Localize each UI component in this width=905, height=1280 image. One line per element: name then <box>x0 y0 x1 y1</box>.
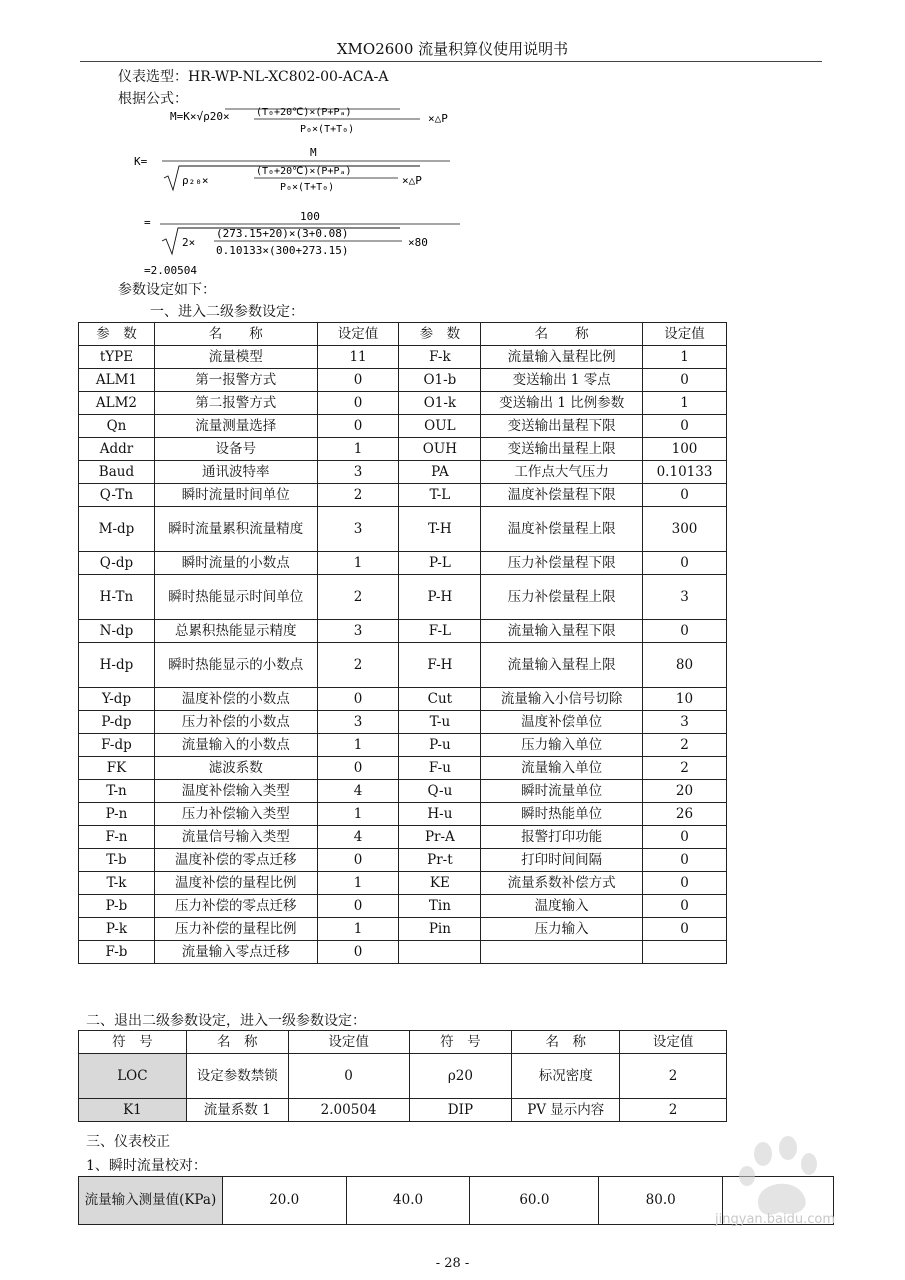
param-name: 变送输出量程下限 <box>481 415 643 438</box>
formula-eq-sign: = <box>144 216 151 229</box>
param-value: 0 <box>317 895 399 918</box>
param-value: 0 <box>643 552 727 575</box>
page-number: - 28 - <box>435 1256 470 1271</box>
param-value: 2 <box>317 575 399 620</box>
param-code: P-b <box>79 895 155 918</box>
param-name: 温度补偿的小数点 <box>154 688 317 711</box>
param-code: T-b <box>79 849 155 872</box>
formula-n-tail: ×80 <box>408 236 428 249</box>
param-value: 1 <box>317 803 399 826</box>
param-name: 流量输入量程上限 <box>481 643 643 688</box>
symbol: DIP <box>409 1099 512 1122</box>
param-code: T-u <box>399 711 481 734</box>
value: 2 <box>620 1099 727 1122</box>
table-row <box>79 461 727 484</box>
formula-k-tail: ×△P <box>402 174 422 187</box>
formula-n-frac-den: 0.10133×(300+273.15) <box>216 244 349 257</box>
column-header: 名 称 <box>186 1031 288 1054</box>
param-value: 2 <box>317 643 399 688</box>
param-name: 变送输出 1 比例参数 <box>481 392 643 415</box>
param-name: 流量输入单位 <box>481 757 643 780</box>
param-code: H-Tn <box>79 575 155 620</box>
param-name: 变送输出量程上限 <box>481 438 643 461</box>
param-code: F-k <box>399 346 481 369</box>
table-row <box>79 620 727 643</box>
param-value: 26 <box>643 803 727 826</box>
param-code: OUL <box>399 415 481 438</box>
param-name: 压力补偿输入类型 <box>154 803 317 826</box>
param-name: 流量系数补偿方式 <box>481 872 643 895</box>
column-header: 名 称 <box>481 323 643 346</box>
param-value: 3 <box>317 711 399 734</box>
param-name: 第一报警方式 <box>154 369 317 392</box>
param-code: Q-u <box>399 780 481 803</box>
param-value: 3 <box>317 620 399 643</box>
first-level-param-table <box>78 1030 727 1122</box>
formula-n-num: 100 <box>300 210 320 223</box>
column-header: 符 号 <box>79 1031 187 1054</box>
param-name: 瞬时流量单位 <box>481 780 643 803</box>
param-name: 温度输入 <box>481 895 643 918</box>
column-header: 符 号 <box>409 1031 512 1054</box>
param-code: Pr-A <box>399 826 481 849</box>
param-name <box>481 941 643 964</box>
table-row <box>79 711 727 734</box>
param-code: FK <box>79 757 155 780</box>
param-name: 温度补偿的量程比例 <box>154 872 317 895</box>
column-header: 设定值 <box>620 1031 727 1054</box>
param-name: 瞬时流量的小数点 <box>154 552 317 575</box>
model-line: 仪表选型：HR-WP-NL-XC802-00-ACA-A <box>118 69 389 85</box>
table-row <box>79 552 727 575</box>
symbol: ρ20 <box>409 1054 512 1099</box>
param-name: 滤波系数 <box>154 757 317 780</box>
table-row <box>79 849 727 872</box>
param-code: ALM2 <box>79 392 155 415</box>
flow-value: 60.0 <box>470 1177 599 1225</box>
formula-m-frac-den: P₀×(T+T₀) <box>300 124 355 135</box>
formula-n-rad: 2× <box>182 236 196 249</box>
param-value: 0 <box>317 849 399 872</box>
table-row <box>79 415 727 438</box>
formula-n-frac-num: (273.15+20)×(3+0.08) <box>216 227 349 240</box>
param-value: 0 <box>643 895 727 918</box>
table-header-row <box>79 1031 727 1054</box>
param-value: 0 <box>643 415 727 438</box>
param-code: Pin <box>399 918 481 941</box>
name: PV 显示内容 <box>512 1099 620 1122</box>
formula-k-label: K= <box>134 155 148 168</box>
param-name: 变送输出 1 零点 <box>481 369 643 392</box>
table-row <box>79 392 727 415</box>
formula-k-frac-den: P₀×(T+T₀) <box>280 182 335 193</box>
param-value: 20 <box>643 780 727 803</box>
param-value: 100 <box>643 438 727 461</box>
param-code: F-n <box>79 826 155 849</box>
param-code: tYPE <box>79 346 155 369</box>
param-name: 瞬时热能显示的小数点 <box>154 643 317 688</box>
param-value: 2 <box>317 484 399 507</box>
column-header: 设定值 <box>317 323 399 346</box>
table-row <box>79 369 727 392</box>
param-name: 压力输入 <box>481 918 643 941</box>
table-row <box>79 826 727 849</box>
param-code: T-L <box>399 484 481 507</box>
param-name: 流量模型 <box>154 346 317 369</box>
name: 标况密度 <box>512 1054 620 1099</box>
param-code: Qn <box>79 415 155 438</box>
param-code: T-H <box>399 507 481 552</box>
table-row <box>79 918 727 941</box>
param-name: 温度补偿量程上限 <box>481 507 643 552</box>
param-code: Baud <box>79 461 155 484</box>
param-value: 0 <box>317 369 399 392</box>
param-name: 总累积热能显示精度 <box>154 620 317 643</box>
param-value <box>643 941 727 964</box>
param-name: 打印时间间隔 <box>481 849 643 872</box>
table-header-row <box>79 323 727 346</box>
table-row <box>79 757 727 780</box>
param-value: 0 <box>317 757 399 780</box>
param-code: P-L <box>399 552 481 575</box>
param-code: F-dp <box>79 734 155 757</box>
param-value: 10 <box>643 688 727 711</box>
param-code: ALM1 <box>79 369 155 392</box>
param-value: 3 <box>317 507 399 552</box>
param-value: 1 <box>317 734 399 757</box>
header-rule <box>80 61 822 62</box>
section1-title: 一、进入二级参数设定： <box>150 304 304 320</box>
param-value: 0 <box>317 415 399 438</box>
param-name: 设备号 <box>154 438 317 461</box>
formula-result: =2.00504 <box>144 264 197 277</box>
table-row <box>79 941 727 964</box>
param-name: 流量测量选择 <box>154 415 317 438</box>
column-header: 名 称 <box>154 323 317 346</box>
param-code: PA <box>399 461 481 484</box>
flow-input-label: 流量输入测量值(KPa) <box>79 1177 223 1225</box>
param-value: 0 <box>643 918 727 941</box>
flow-value: 80.0 <box>599 1177 723 1225</box>
flow-value: 20.0 <box>222 1177 346 1225</box>
param-code: P-u <box>399 734 481 757</box>
section3-title: 三、仪表校正 <box>86 1134 170 1150</box>
param-name: 第二报警方式 <box>154 392 317 415</box>
param-code: H-dp <box>79 643 155 688</box>
param-value: 1 <box>317 552 399 575</box>
column-header: 参 数 <box>399 323 481 346</box>
param-value: 1 <box>643 346 727 369</box>
param-name: 流量输入小信号切除 <box>481 688 643 711</box>
param-name: 报警打印功能 <box>481 826 643 849</box>
name: 流量系数 1 <box>186 1099 288 1122</box>
value: 0 <box>288 1054 409 1099</box>
param-value: 0 <box>317 688 399 711</box>
symbol: LOC <box>79 1054 187 1099</box>
param-value: 0 <box>643 872 727 895</box>
table-row <box>79 1099 727 1122</box>
param-code: P-H <box>399 575 481 620</box>
param-code: F-u <box>399 757 481 780</box>
param-name: 流量输入的小数点 <box>154 734 317 757</box>
param-value: 1 <box>317 872 399 895</box>
param-value: 0 <box>643 826 727 849</box>
param-name: 瞬时热能单位 <box>481 803 643 826</box>
param-code: Q-Tn <box>79 484 155 507</box>
param-name: 流量输入量程下限 <box>481 620 643 643</box>
param-code: P-dp <box>79 711 155 734</box>
param-value: 0 <box>643 369 727 392</box>
param-value: 4 <box>317 780 399 803</box>
params-intro: 参数设定如下： <box>118 282 216 298</box>
value: 2.00504 <box>288 1099 409 1122</box>
section2-title: 二、退出二级参数设定，进入一级参数设定： <box>86 1013 366 1029</box>
table-row <box>79 1054 727 1099</box>
param-code: F-L <box>399 620 481 643</box>
param-value: 11 <box>317 346 399 369</box>
param-code: P-n <box>79 803 155 826</box>
param-name: 瞬时流量累积流量精度 <box>154 507 317 552</box>
formula-m-tail: ×△P <box>428 112 448 125</box>
column-header: 名 称 <box>512 1031 620 1054</box>
param-value: 2 <box>643 734 727 757</box>
param-name: 流量输入零点迁移 <box>154 941 317 964</box>
param-name: 瞬时流量时间单位 <box>154 484 317 507</box>
param-code: M-dp <box>79 507 155 552</box>
formula-k-num: M <box>310 146 317 159</box>
column-header: 设定值 <box>288 1031 409 1054</box>
param-name: 流量信号输入类型 <box>154 826 317 849</box>
table-row <box>79 438 727 461</box>
param-name: 温度补偿量程下限 <box>481 484 643 507</box>
param-value: 1 <box>643 392 727 415</box>
param-name: 压力补偿量程上限 <box>481 575 643 620</box>
table-row <box>79 734 727 757</box>
param-code: F-b <box>79 941 155 964</box>
param-name: 工作点大气压力 <box>481 461 643 484</box>
formula-block <box>130 106 480 278</box>
table-row <box>79 643 727 688</box>
param-code: T-k <box>79 872 155 895</box>
table-row <box>79 688 727 711</box>
table-row <box>79 895 727 918</box>
param-value: 0 <box>643 484 727 507</box>
param-code: O1-b <box>399 369 481 392</box>
name: 设定参数禁锁 <box>186 1054 288 1099</box>
table-row <box>79 346 727 369</box>
table-row <box>79 780 727 803</box>
param-code: Addr <box>79 438 155 461</box>
param-value: 3 <box>317 461 399 484</box>
param-name: 温度补偿输入类型 <box>154 780 317 803</box>
param-name: 温度补偿单位 <box>481 711 643 734</box>
param-value: 0 <box>317 941 399 964</box>
table-row <box>79 507 727 552</box>
param-code: T-n <box>79 780 155 803</box>
param-name: 通讯波特率 <box>154 461 317 484</box>
section3-subtitle: 1、瞬时流量校对： <box>86 1158 207 1174</box>
param-code: Pr-t <box>399 849 481 872</box>
formula-m-line: M=K×√ρ20× <box>170 110 230 123</box>
formula-label: 根据公式： <box>118 91 188 107</box>
param-code: Tin <box>399 895 481 918</box>
param-code: F-H <box>399 643 481 688</box>
param-value: 0.10133 <box>643 461 727 484</box>
param-code: N-dp <box>79 620 155 643</box>
param-code: P-k <box>79 918 155 941</box>
param-name: 瞬时热能显示时间单位 <box>154 575 317 620</box>
param-code: Y-dp <box>79 688 155 711</box>
param-name: 压力输入单位 <box>481 734 643 757</box>
param-name: 温度补偿的零点迁移 <box>154 849 317 872</box>
param-name: 压力补偿量程下限 <box>481 552 643 575</box>
param-name: 流量输入量程比例 <box>481 346 643 369</box>
param-value: 3 <box>643 575 727 620</box>
param-name: 压力补偿的零点迁移 <box>154 895 317 918</box>
table-row <box>79 803 727 826</box>
second-level-param-table <box>78 322 727 964</box>
symbol: K1 <box>79 1099 187 1122</box>
table-row <box>79 575 727 620</box>
param-name: 压力补偿的小数点 <box>154 711 317 734</box>
param-code: KE <box>399 872 481 895</box>
column-header: 参 数 <box>79 323 155 346</box>
param-value: 1 <box>317 918 399 941</box>
param-code <box>399 941 481 964</box>
param-value: 3 <box>643 711 727 734</box>
param-value: 300 <box>643 507 727 552</box>
watermark-url: jingyan.baidu.com <box>715 1212 835 1227</box>
formula-k-rho: ρ₂₀× <box>182 174 209 187</box>
param-code: Cut <box>399 688 481 711</box>
param-value: 0 <box>643 620 727 643</box>
document-header-title: XMO2600 流量积算仪使用说明书 <box>336 40 569 58</box>
param-name: 压力补偿的量程比例 <box>154 918 317 941</box>
param-code: OUH <box>399 438 481 461</box>
param-code: H-u <box>399 803 481 826</box>
param-value: 0 <box>317 392 399 415</box>
param-value: 1 <box>317 438 399 461</box>
param-code: Q-dp <box>79 552 155 575</box>
param-value: 0 <box>643 849 727 872</box>
table-row <box>79 484 727 507</box>
formula-k-frac-num: (T₀+20℃)×(P+Pₐ) <box>256 166 352 177</box>
param-value: 4 <box>317 826 399 849</box>
param-value: 2 <box>643 757 727 780</box>
flow-value: 40.0 <box>346 1177 470 1225</box>
formula-m-frac-num: (T₀+20℃)×(P+Pₐ) <box>256 107 352 118</box>
table-row <box>79 872 727 895</box>
value: 2 <box>620 1054 727 1099</box>
column-header: 设定值 <box>643 323 727 346</box>
param-value: 80 <box>643 643 727 688</box>
param-code: O1-k <box>399 392 481 415</box>
baidu-paw-watermark-icon <box>733 1132 833 1222</box>
